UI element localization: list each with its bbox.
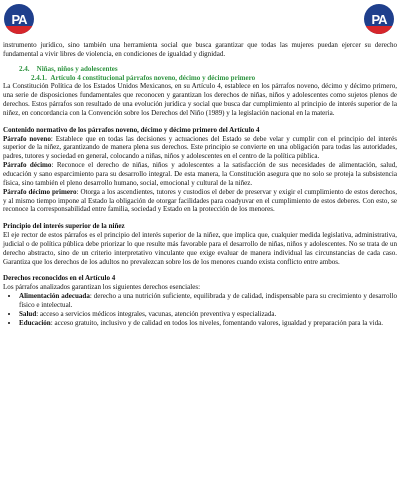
bullet-text: : derecho a una nutrición suficiente, equilibrada y de calidad, indispensable para su crecimiento y desarrollo físico e intelectual. [19, 292, 397, 309]
bullet-text: : acceso gratuito, inclusivo y de calidad en todos los niveles, fomentando valores, igualdad y preparación para la vida. [50, 318, 383, 327]
text-parrafo-noveno: : Establece que en todas las decisiones y actuaciones del Estado se debe velar y cumplir con el principio del interés superior de la niñez, garantizando de manera plena sus derechos. Este principio se convierte en una obligación para todas las autoridades, padres, tutores y sociedad en general, colocando a niñas, niños y adolescentes en el centro de la política pública. [3, 134, 398, 161]
text-parrafo-decimo: : Reconoce el derecho de niñas, niños y adolescentes a la satisfacción de sus necesidades de alimentación, salud, educación y sano esparcimiento para su desarrollo integral. De esta manera, la Constitución asegura que no solo se proteja la subsistencia física, sino también el pleno desarrollo humano, social, emocional y cultural de la niñez. [3, 161, 398, 187]
section-heading-2-4: 2.4. Niñas, niños y adolescentes [19, 64, 118, 73]
term-parrafo-noveno: Párrafo noveno [3, 134, 51, 143]
logo-left-stripe [4, 26, 34, 34]
logo-right-stripe [364, 26, 394, 34]
term-parrafo-decimo: Párrafo décimo [3, 161, 52, 170]
list-item [19, 310, 397, 319]
logo-left-text: PA [11, 11, 27, 27]
heading-derechos-reconocidos: Derechos reconocidos en el Artículo 4 [3, 274, 116, 283]
paragraph-decimo [3, 161, 397, 188]
text-parrafo-decimo-primero: : Otorga a los ascendientes, tutores y custodios el deber de preservar y exigir el cumplimiento de estos derechos, y al mismo tiempo impone al Estado la obligación de otorgar facilidades para coadyuvar en el cumplimiento de estos deberes. Con esto, se reconoce la corresponsabilidad entre familia, sociedad y Estado en la protección de los menores. [3, 187, 397, 214]
bullet-term: Educación [19, 318, 51, 327]
paragraph-principio: El eje rector de estos párrafos es el principio del interés superior de la niñez, que implica que, cualquier medida legislativa, administrativa, judicial o de política pública debe priorizar lo que resulte más favorable para el desarrollo de niñas, niños y adolescentes. No se trata de un derecho abstracto, sino de un criterio interpretativo vinculante que exige evaluar de manera individual las circunstancias de cada caso. Garantiza que los derechos de los adultos no prevalezcan sobre los de los menores cuando exista conflicto entre ambos. [3, 231, 397, 266]
document-page [3, 41, 397, 327]
intro-paragraph: instrumento jurídico, sino también una herramienta social que busca garantizar que todas las mujeres puedan ejercer su derecho fundamental a vivir libres de violencia, en condiciones de igualdad y dignidad. [3, 41, 397, 58]
bullet-term: Salud [19, 309, 37, 318]
section-heading-2-4-1: 2.4.1. Artículo 4 constitucional párrafos noveno, décimo y décimo primero [31, 73, 256, 82]
list-item [19, 319, 397, 328]
term-parrafo-decimo-primero: Párrafo décimo primero [3, 187, 77, 196]
bullet-term: Alimentación adecuada [19, 292, 90, 301]
logo-left [4, 4, 34, 34]
derechos-list [3, 292, 397, 327]
paragraph-noveno [3, 135, 397, 162]
logo-right [364, 4, 394, 34]
heading-principio-interes-superior: Principio del interés superior de la niñez [3, 222, 125, 231]
bullet-text: : acceso a servicios médicos integrales, vacunas, atención preventiva y especializada. [36, 309, 277, 318]
heading-contenido-normativo: Contenido normativo de los párrafos noveno, décimo y décimo primero del Artículo 4 [3, 125, 260, 134]
logo-right-text: PA [371, 11, 387, 27]
list-item [19, 292, 397, 310]
paragraph-decimo-primero [3, 188, 397, 215]
paragraph-constitucion: La Constitución Política de los Estados Unidos Mexicanos, en su Artículo 4, establece en los párrafos noveno, décimo y décimo primero, una serie de disposiciones fundamentales que reconocen y garantizan los derechos de niñas, niños y adolescentes como sujetos plenos de derechos. Estos párrafos son resultado de una evolución jurídica y social que busca dar cumplimiento al principio de interés superior de la niñez, en concordancia con la Convención sobre los Derechos del Niño (1989) y la legislación nacional en la materia. [3, 82, 397, 117]
paragraph-derechos-intro: Los párrafos analizados garantizan los siguientes derechos esenciales: [3, 283, 201, 292]
